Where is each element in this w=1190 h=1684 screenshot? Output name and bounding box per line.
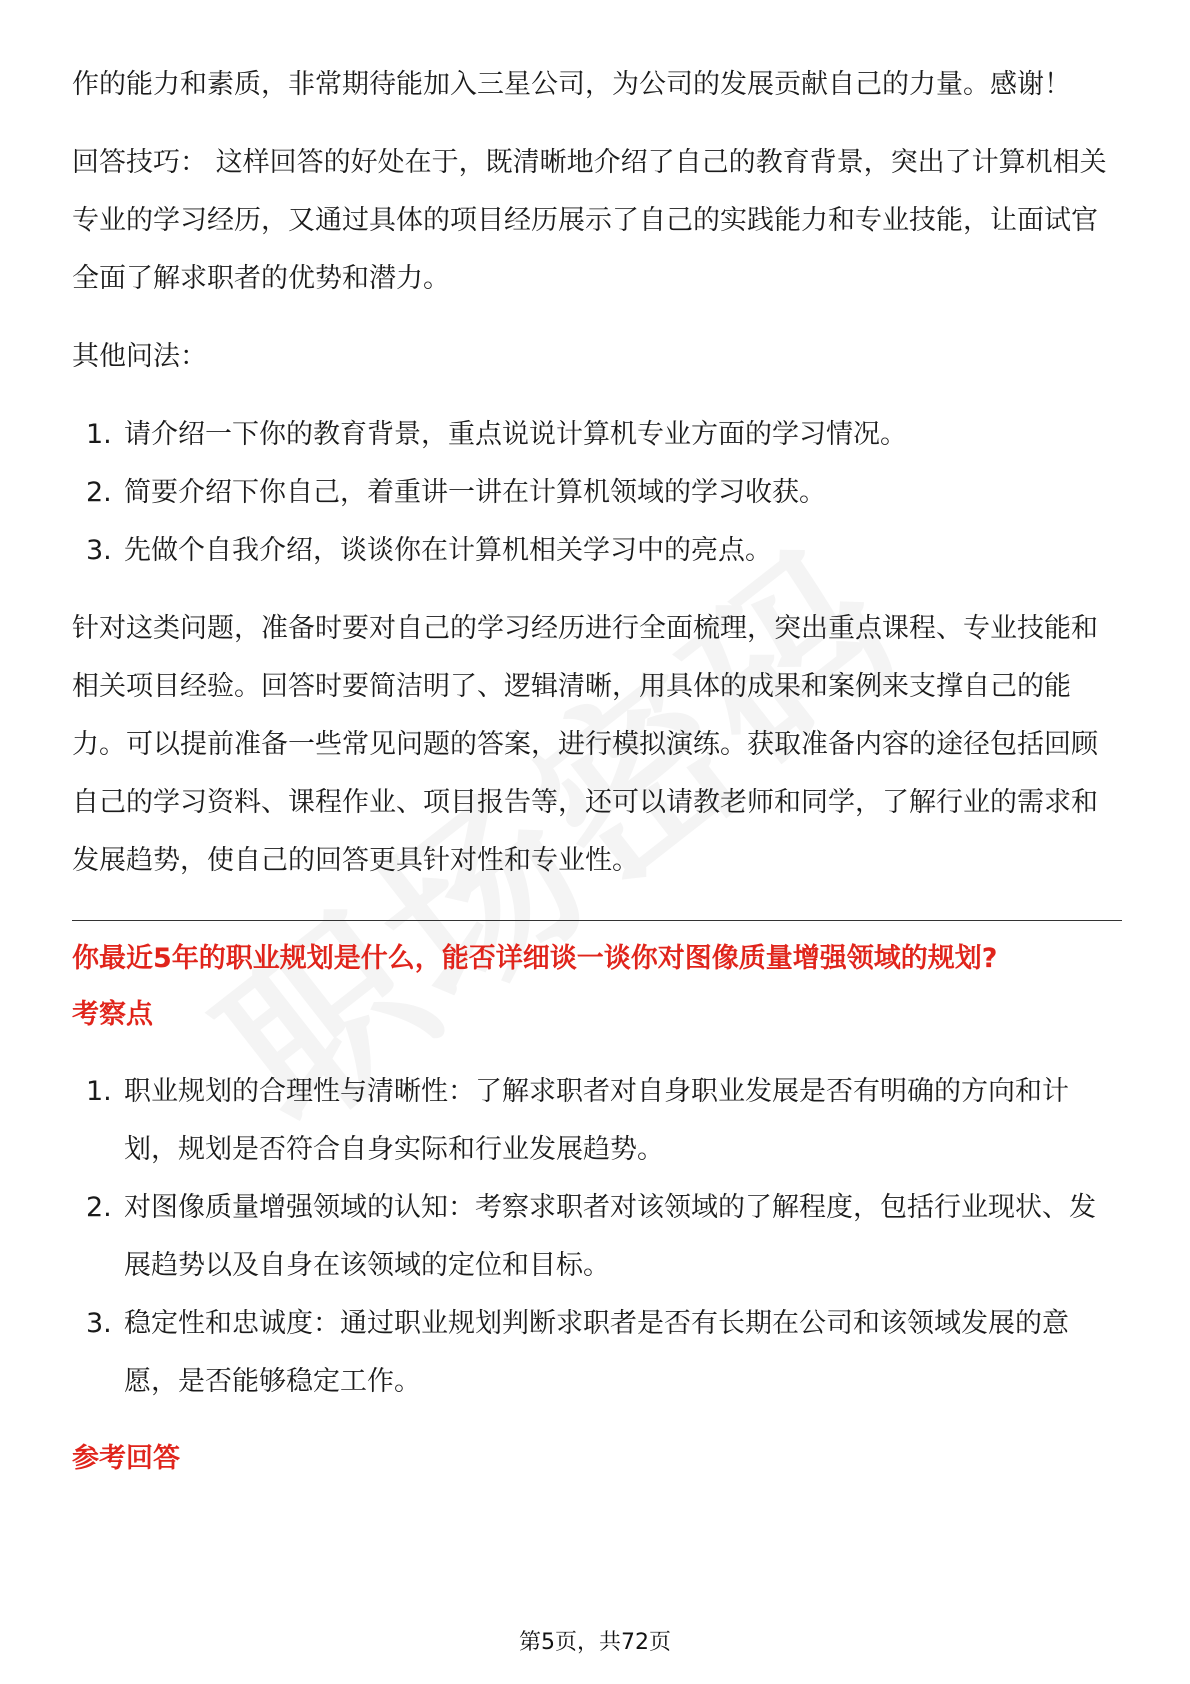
other-asks-label: 其他问法： — [72, 341, 207, 372]
reference-answer-heading: 参考回答 — [72, 1443, 180, 1474]
question-title: 你最近5年的职业规划是什么，能否详细谈一谈你对图像质量增强领域的规划? — [72, 943, 998, 974]
list-item-text: 简要介绍下你自己，着重讲一讲在计算机领域的学习收获。 — [124, 477, 826, 508]
preparation-advice-paragraph: 针对这类问题，准备时要对自己的学习经历进行全面梳理，突出重点课程、专业技能和相关项目经验。回答时要简洁明了、逻辑清晰，用具体的成果和案例来支撑自己的能力。可以提前准备一些常见问题的答案，进行模拟演练。获取准备内容的途径包括回顾自己的学习资料、课程作业、项目报告等，还可以请教老师和同学，了解行业的需求和发展趋势，使自己的回答更具针对性和专业性。 — [72, 613, 1098, 876]
document-page — [72, 56, 1122, 1487]
list-item — [72, 1295, 1122, 1411]
list-item-text: 先做个自我介绍，谈谈你在计算机相关学习中的亮点。 — [124, 535, 772, 566]
list-item-text: 职业规划的合理性与清晰性：了解求职者对自身职业发展是否有明确的方向和计划，规划是否符合自身实际和行业发展趋势。 — [124, 1076, 1069, 1165]
list-item — [72, 1063, 1122, 1179]
list-item-number: 1. — [86, 419, 112, 450]
answer-tips-paragraph: 回答技巧： 这样回答的好处在于，既清晰地介绍了自己的教育背景，突出了计算机相关专业的学习经历，又通过具体的项目经历展示了自己的实践能力和专业技能，让面试官全面了解求职者的优势和潜力。 — [72, 147, 1107, 294]
section-divider — [72, 920, 1122, 921]
list-item — [72, 464, 1122, 522]
list-item — [72, 522, 1122, 580]
list-item-number: 3. — [86, 1308, 112, 1339]
other-asks-list — [72, 406, 1122, 580]
list-item-text: 请介绍一下你的教育背景，重点说说计算机专业方面的学习情况。 — [124, 419, 907, 450]
list-item-text: 稳定性和忠诚度：通过职业规划判断求职者是否有长期在公司和该领域发展的意愿，是否能够稳定工作。 — [124, 1308, 1069, 1397]
list-item-number: 1. — [86, 1076, 112, 1107]
focus-points-list — [72, 1063, 1122, 1411]
list-item-number: 3. — [86, 535, 112, 566]
focus-points-heading: 考察点 — [72, 999, 153, 1030]
page-number-footer: 第5页，共72页 — [519, 1630, 671, 1655]
list-item-text: 对图像质量增强领域的认知：考察求职者对该领域的了解程度，包括行业现状、发展趋势以及自身在该领域的定位和目标。 — [124, 1192, 1096, 1281]
list-item-number: 2. — [86, 477, 112, 508]
list-item-number: 2. — [86, 1192, 112, 1223]
list-item — [72, 406, 1122, 464]
intro-end-paragraph: 作的能力和素质，非常期待能加入三星公司，为公司的发展贡献自己的力量。感谢！ — [72, 69, 1071, 100]
list-item — [72, 1179, 1122, 1295]
